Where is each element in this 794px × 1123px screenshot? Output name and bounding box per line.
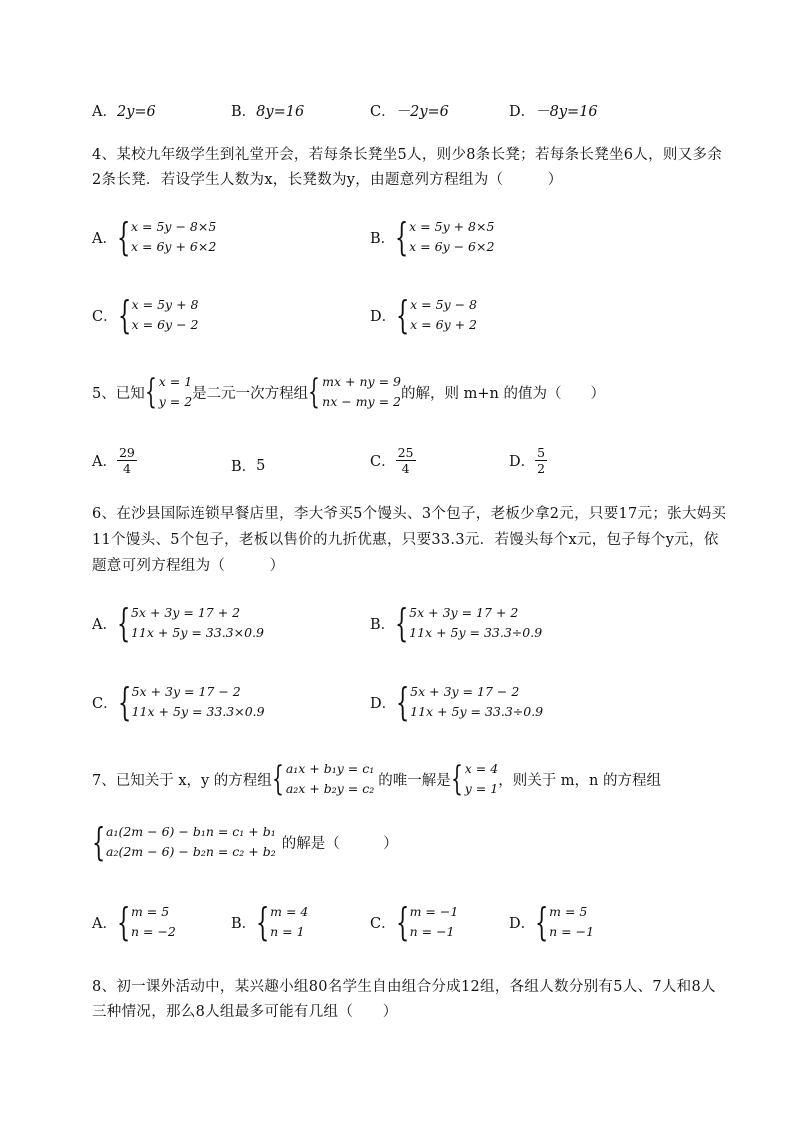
left-brace: {	[450, 759, 463, 799]
q7-prefix: 7、已知关于 x，y 的方程组	[92, 772, 272, 789]
option-label: C．	[92, 308, 118, 325]
option-label: B．	[231, 915, 257, 932]
left-brace: {	[395, 900, 409, 944]
option-text: －2y=6	[395, 104, 449, 120]
left-brace: {	[256, 900, 270, 944]
option-label: C．	[370, 454, 396, 470]
option-label: A．	[92, 616, 117, 633]
equation: x = 5y + 8×5	[409, 219, 495, 234]
equation: x = 6y − 6×2	[409, 239, 495, 254]
equation-system	[132, 295, 199, 335]
left-brace: {	[535, 900, 549, 944]
q5-suffix: 的解，则 m+n 的值为（ ）	[400, 385, 605, 402]
q4-stem-line2: 2条长凳．若设学生人数为x，长凳数为y，由题意列方程组为（ ）	[92, 172, 563, 188]
q3-option-d[interactable]	[509, 100, 598, 121]
q5-prefix: 5、已知	[92, 385, 145, 402]
fraction	[117, 445, 137, 476]
left-brace: {	[396, 293, 410, 337]
q7-stem	[92, 759, 661, 799]
option-label: D．	[370, 308, 397, 325]
q4-option-b[interactable]	[370, 217, 494, 257]
option-text: 2y=6	[116, 104, 156, 120]
equation: x = 5y − 8×5	[130, 219, 217, 234]
q7-option-c[interactable]	[370, 902, 458, 942]
q6-stem-line2: 11个馒头、5个包子，老板以售价的九折优惠，只要33.3元．若馒头每个x元，包子每个y元，依	[92, 532, 719, 548]
equation: 11x + 5y = 33.3÷0.9	[409, 625, 543, 640]
option-label: C．	[370, 104, 396, 120]
option-label: B．	[370, 230, 396, 247]
option-label: B．	[370, 616, 396, 633]
equation: m = 4	[270, 904, 309, 919]
equation-system	[131, 902, 176, 942]
left-brace: {	[92, 820, 106, 864]
equation: n = −1	[549, 924, 595, 939]
equation-system	[410, 902, 459, 942]
equation-system	[409, 217, 494, 257]
q5-option-c[interactable]	[370, 445, 416, 476]
equation: y = 2	[158, 394, 193, 409]
equation: x = 1	[158, 374, 193, 389]
option-label: A．	[92, 230, 117, 247]
q3-option-a[interactable]	[92, 100, 156, 121]
q4-option-a[interactable]	[92, 217, 216, 257]
option-label: A．	[92, 454, 117, 470]
option-text: －8y=16	[535, 104, 598, 120]
left-brace: {	[396, 680, 410, 724]
q6-stem-line3: 题意可列方程组为（ ）	[92, 558, 285, 574]
q7-suffix: ，则关于 m，n 的方程组	[498, 772, 662, 789]
q4-option-d[interactable]	[370, 295, 477, 335]
left-brace: {	[117, 680, 131, 724]
equation: y = 1	[464, 781, 499, 796]
equation-system	[131, 603, 264, 643]
solution-system	[465, 759, 498, 799]
denominator: 4	[401, 461, 410, 476]
equation: 5x + 3y = 17 − 2	[410, 684, 520, 699]
q7-middle: 的唯一解是	[378, 772, 451, 789]
option-label: A．	[92, 915, 117, 932]
left-brace: {	[116, 215, 131, 259]
option-label: B．	[231, 459, 257, 475]
q3-option-b[interactable]	[231, 100, 304, 121]
left-brace: {	[144, 372, 157, 412]
q5-option-b[interactable]	[231, 455, 265, 476]
q6-option-d[interactable]	[370, 682, 543, 722]
left-brace: {	[117, 293, 131, 337]
option-label: A．	[92, 104, 117, 120]
equation: 5x + 3y = 17 + 2	[409, 605, 519, 620]
q5-option-a[interactable]	[92, 445, 137, 476]
left-brace: {	[116, 601, 131, 645]
equation-system	[410, 682, 543, 722]
q7-option-d[interactable]	[509, 902, 594, 942]
equation: x = 4	[464, 761, 499, 776]
q8-stem-line2: 三种情况，那么8人组最多可能有几组（ ）	[92, 1004, 398, 1020]
equation: x = 5y + 8	[131, 297, 199, 312]
denominator: 2	[537, 461, 546, 476]
equation-system	[322, 372, 401, 412]
q7-new-system	[92, 822, 398, 862]
equation-system	[270, 902, 308, 942]
denominator: 4	[122, 461, 131, 476]
equation: n = 1	[270, 924, 305, 939]
fraction	[396, 445, 416, 476]
equation-system	[286, 759, 374, 799]
equation-system	[409, 603, 542, 643]
q6-option-c[interactable]	[92, 682, 265, 722]
equation: mx + ny = 9	[322, 374, 401, 389]
equation: nx − my = 2	[322, 394, 401, 409]
equation: n = −2	[130, 924, 176, 939]
q7-option-b[interactable]	[231, 902, 308, 942]
equation: a₂x + b₂y = c₂	[285, 781, 375, 796]
equation-system	[410, 295, 477, 335]
equation: 11x + 5y = 33.3×0.9	[131, 704, 265, 719]
option-label: D．	[509, 915, 536, 932]
q4-option-c[interactable]	[92, 295, 198, 335]
numerator: 29	[118, 445, 135, 460]
option-label: D．	[509, 454, 536, 470]
option-label: B．	[231, 104, 257, 120]
left-brace: {	[116, 900, 131, 944]
option-text: 5	[256, 457, 266, 474]
q5-middle: 是二元一次方程组	[192, 385, 309, 402]
q5-stem	[92, 372, 605, 412]
q6-option-a[interactable]	[92, 603, 264, 643]
option-text: 8y=16	[256, 104, 305, 120]
q7-option-a[interactable]	[92, 902, 176, 942]
equation: m = 5	[549, 904, 588, 919]
option-label: C．	[370, 915, 396, 932]
left-brace: {	[395, 215, 409, 259]
equation: n = −1	[409, 924, 455, 939]
equation-system	[106, 822, 276, 862]
numerator: 5	[537, 445, 546, 460]
option-label: D．	[509, 104, 536, 120]
equation-system	[131, 217, 216, 257]
option-label: C．	[92, 695, 118, 712]
equation: a₁x + b₁y = c₁	[285, 761, 375, 776]
equation: a₂(2m − 6) − b₂n = c₂ + b₂	[106, 844, 276, 859]
equation: x = 6y − 2	[131, 317, 199, 332]
option-label: D．	[370, 695, 397, 712]
q6-stem-line1: 6、在沙县国际连锁早餐店里，李大爷买5个馒头、3个包子，老板少拿2元，只要17元；张大妈买	[92, 506, 727, 522]
equation: m = −1	[409, 904, 459, 919]
equation-system	[549, 902, 594, 942]
equation: 5x + 3y = 17 + 2	[130, 605, 241, 620]
equation: x = 6y + 2	[410, 317, 477, 332]
q6-option-b[interactable]	[370, 603, 542, 643]
q5-option-d[interactable]	[509, 445, 547, 476]
q8-stem-line1: 8、初一课外活动中，某兴趣小组80名学生自由组合分成12组，各组人数分别有5人、7人和8人	[92, 979, 716, 995]
q4-stem-line1: 4、某校九年级学生到礼堂开会，若每条长凳坐5人，则少8条长凳；若每条长凳坐6人，则又多余	[92, 147, 723, 163]
equation-system	[132, 682, 265, 722]
q7-new-suffix: 的解是（ ）	[281, 835, 398, 852]
equation: m = 5	[130, 904, 170, 919]
equation: 5x + 3y = 17 − 2	[131, 684, 241, 699]
solution-system	[159, 372, 192, 412]
numerator: 25	[397, 445, 414, 460]
equation: 11x + 5y = 33.3×0.9	[130, 625, 264, 640]
equation: x = 6y + 6×2	[130, 239, 217, 254]
left-brace: {	[271, 759, 284, 799]
equation: x = 5y − 8	[410, 297, 477, 312]
left-brace: {	[395, 601, 409, 645]
equation: a₁(2m − 6) − b₁n = c₁ + b₁	[106, 824, 276, 839]
equation: 11x + 5y = 33.3÷0.9	[410, 704, 544, 719]
q3-option-c[interactable]	[370, 100, 449, 121]
left-brace: {	[308, 372, 321, 412]
fraction	[535, 445, 547, 476]
